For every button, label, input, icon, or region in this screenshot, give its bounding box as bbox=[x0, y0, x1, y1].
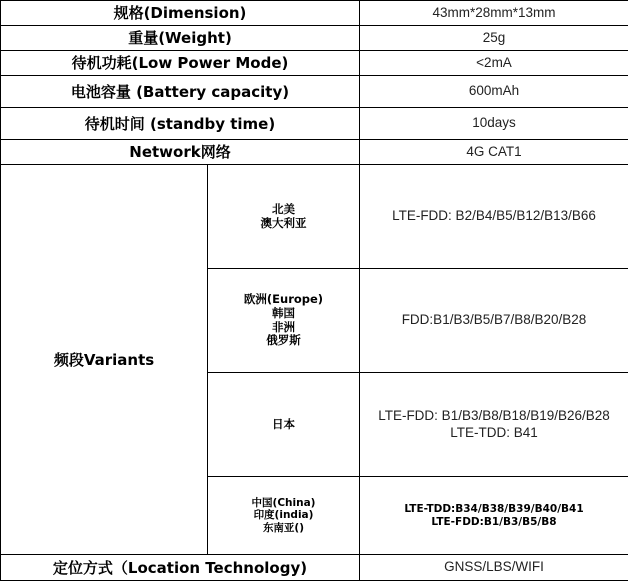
network-label: Network网络 bbox=[1, 140, 360, 165]
variant-2-regions bbox=[208, 269, 360, 373]
band-list: LTE-FDD:B1/B3/B5/B8 bbox=[431, 515, 557, 528]
region-name: 东南亚() bbox=[262, 521, 305, 534]
dimension-label: 规格(Dimension) bbox=[1, 1, 360, 26]
weight-value: 25g bbox=[360, 26, 628, 51]
band-list: LTE-TDD:B34/B38/B39/B40/B41 bbox=[404, 502, 584, 515]
region-name: 中国(China) bbox=[251, 496, 316, 509]
low-power-label: 待机功耗(Low Power Mode) bbox=[1, 51, 360, 76]
region-name: 印度(india) bbox=[253, 509, 314, 522]
variant-4-bands bbox=[360, 477, 628, 555]
row-dimension bbox=[1, 1, 628, 26]
standby-label: 待机时间 (standby time) bbox=[1, 108, 360, 140]
variant-4-regions bbox=[208, 477, 360, 555]
standby-value: 10days bbox=[360, 108, 628, 140]
row-weight bbox=[1, 26, 628, 51]
battery-value: 600mAh bbox=[360, 76, 628, 108]
variant-1-regions bbox=[208, 165, 360, 269]
row-location bbox=[1, 555, 628, 581]
dimension-value: 43mm*28mm*13mm bbox=[360, 1, 628, 26]
band-list: LTE-FDD: B1/B3/B8/B18/B19/B26/B28 bbox=[378, 408, 610, 424]
region-name: 俄罗斯 bbox=[266, 333, 301, 348]
row-low-power bbox=[1, 51, 628, 76]
region-name: 澳大利亚 bbox=[260, 215, 307, 230]
row-standby bbox=[1, 108, 628, 140]
band-list: FDD:B1/B3/B5/B7/B8/B20/B28 bbox=[401, 312, 587, 328]
low-power-value: <2mA bbox=[360, 51, 628, 76]
variant-1-bands bbox=[360, 165, 628, 269]
region-name: 欧洲(Europe) bbox=[243, 291, 324, 306]
variant-3-bands bbox=[360, 373, 628, 477]
battery-label: 电池容量 (Battery capacity) bbox=[1, 76, 360, 108]
row-band-variant-1 bbox=[1, 165, 628, 269]
band-list: LTE-TDD: B41 bbox=[450, 424, 538, 440]
row-battery bbox=[1, 76, 628, 108]
row-network bbox=[1, 140, 628, 165]
region-name: 日本 bbox=[272, 416, 295, 431]
location-label: 定位方式（Location Technology) bbox=[1, 555, 360, 581]
band-variants-label: 频段Variants bbox=[1, 165, 208, 555]
weight-label: 重量(Weight) bbox=[1, 26, 360, 51]
region-name: 韩国 bbox=[272, 305, 295, 320]
location-value: GNSS/LBS/WIFI bbox=[360, 555, 628, 581]
region-name: 北美 bbox=[272, 201, 295, 216]
band-list: LTE-FDD: B2/B4/B5/B12/B13/B66 bbox=[392, 208, 596, 224]
variant-3-regions bbox=[208, 373, 360, 477]
variant-2-bands bbox=[360, 269, 628, 373]
region-name: 非洲 bbox=[272, 319, 295, 334]
network-value: 4G CAT1 bbox=[360, 140, 628, 165]
